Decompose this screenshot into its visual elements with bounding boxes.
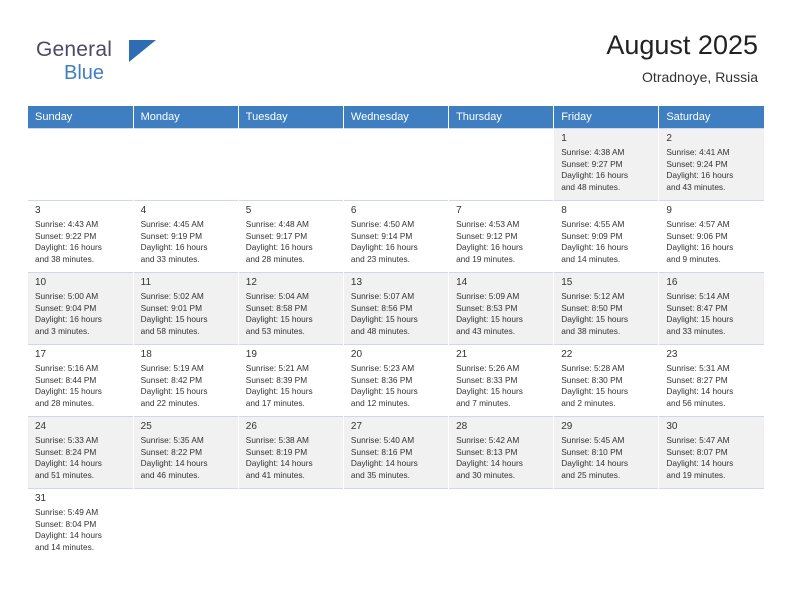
day-info-line: Daylight: 16 hours <box>140 242 208 253</box>
day-info-line: Sunset: 9:14 PM <box>350 230 413 241</box>
day-info-line: Sunrise: 5:42 AM <box>456 435 520 445</box>
day-info-line: and 56 minutes. <box>666 397 726 408</box>
day-info-line: Sunset: 9:12 PM <box>456 230 518 241</box>
calendar-day-cell[interactable] <box>554 129 659 201</box>
day-info-line: Daylight: 15 hours <box>245 314 313 325</box>
calendar-week-row <box>28 489 764 561</box>
calendar-cell-empty <box>238 129 343 201</box>
day-info-line: Sunset: 9:17 PM <box>245 230 308 241</box>
calendar-cell-empty <box>133 129 238 201</box>
day-info-line: Sunrise: 5:02 AM <box>140 291 204 301</box>
calendar-week-row <box>28 273 764 345</box>
day-info-line: Sunset: 9:24 PM <box>666 158 728 169</box>
day-info-line: and 2 minutes. <box>561 397 616 408</box>
day-sun-info <box>561 435 653 481</box>
day-sun-info <box>561 219 653 265</box>
calendar-day-cell[interactable] <box>554 345 659 417</box>
day-info-line: Sunrise: 5:23 AM <box>350 363 415 373</box>
calendar-day-cell[interactable] <box>28 201 133 273</box>
day-info-line: Daylight: 15 hours <box>350 386 418 397</box>
day-info-line: Daylight: 15 hours <box>561 386 629 397</box>
day-info-line: Sunrise: 5:33 AM <box>35 435 99 445</box>
day-info-line: Daylight: 15 hours <box>456 386 523 397</box>
day-number: 13 <box>350 277 363 288</box>
day-info-line: Sunrise: 5:19 AM <box>140 363 204 373</box>
day-info-line: Sunset: 8:42 PM <box>140 374 202 385</box>
day-info-line: Daylight: 16 hours <box>35 242 102 253</box>
day-info-line: Daylight: 16 hours <box>35 314 102 325</box>
calendar-day-cell[interactable] <box>343 273 448 345</box>
day-info-line: and 7 minutes. <box>456 397 511 408</box>
calendar-day-cell[interactable] <box>449 273 554 345</box>
day-sun-info <box>246 291 338 337</box>
day-info-line: Sunset: 8:39 PM <box>245 374 308 385</box>
day-sun-info <box>35 363 128 409</box>
logo-blue-text: Blue <box>64 62 105 84</box>
calendar-week-row <box>28 129 764 201</box>
day-number: 6 <box>350 205 357 216</box>
day-sun-info <box>141 435 233 481</box>
day-info-line: and 41 minutes. <box>245 469 305 480</box>
day-info-line: and 19 minutes. <box>666 469 726 480</box>
day-number: 18 <box>140 349 152 360</box>
day-sun-info <box>141 219 233 265</box>
day-info-line: and 33 minutes. <box>666 325 726 336</box>
day-info-line: Sunrise: 5:28 AM <box>561 363 625 373</box>
day-number: 5 <box>245 205 252 216</box>
day-info-line: and 46 minutes. <box>140 469 200 480</box>
day-number: 7 <box>456 205 462 216</box>
day-info-line: Sunrise: 4:50 AM <box>350 219 415 229</box>
day-info-line: Sunset: 9:22 PM <box>35 230 97 241</box>
day-info-line: Sunrise: 4:45 AM <box>140 219 204 229</box>
day-info-line: and 19 minutes. <box>456 253 516 264</box>
day-info-line: Sunrise: 4:38 AM <box>561 147 625 157</box>
day-info-line: Sunset: 8:56 PM <box>350 302 413 313</box>
day-info-line: and 14 minutes. <box>561 253 621 264</box>
weekday-header-wednesday: Wednesday <box>343 106 448 129</box>
day-sun-info <box>351 219 443 265</box>
calendar-day-cell[interactable] <box>659 129 764 201</box>
day-info-line: Daylight: 15 hours <box>35 386 102 397</box>
day-info-line: Sunset: 8:30 PM <box>561 374 623 385</box>
day-info-line: and 48 minutes. <box>561 181 621 192</box>
day-number: 28 <box>456 421 468 432</box>
day-info-line: Sunrise: 5:35 AM <box>140 435 204 445</box>
day-info-line: Daylight: 14 hours <box>561 458 629 469</box>
day-sun-info <box>666 147 759 193</box>
calendar-body <box>28 129 764 561</box>
day-number: 15 <box>561 277 573 288</box>
sunrise-sunset-calendar <box>28 106 764 561</box>
calendar-day-cell[interactable] <box>554 273 659 345</box>
day-info-line: Sunset: 8:36 PM <box>350 374 413 385</box>
day-sun-info <box>666 435 759 481</box>
day-info-line: Sunrise: 5:14 AM <box>666 291 730 301</box>
day-info-line: Sunrise: 5:26 AM <box>456 363 520 373</box>
calendar-week-row <box>28 201 764 273</box>
day-info-line: Sunset: 8:44 PM <box>35 374 97 385</box>
day-sun-info <box>456 435 548 481</box>
calendar-day-cell[interactable] <box>659 417 764 489</box>
calendar-cell-empty <box>449 129 554 201</box>
calendar-day-cell[interactable] <box>343 345 448 417</box>
day-sun-info <box>561 363 653 409</box>
calendar-day-cell[interactable] <box>449 417 554 489</box>
day-info-line: Daylight: 15 hours <box>350 314 418 325</box>
day-number: 20 <box>350 349 363 360</box>
day-info-line: and 12 minutes. <box>350 397 410 408</box>
day-sun-info <box>351 435 443 481</box>
day-info-line: Daylight: 16 hours <box>245 242 313 253</box>
day-number: 9 <box>666 205 672 216</box>
calendar-day-cell[interactable] <box>133 201 238 273</box>
day-number: 27 <box>350 421 363 432</box>
day-info-line: Sunrise: 5:04 AM <box>245 291 309 301</box>
day-info-line: Sunrise: 5:31 AM <box>666 363 730 373</box>
calendar-cell-empty <box>133 489 238 561</box>
day-sun-info <box>561 291 653 337</box>
day-sun-info <box>666 219 759 265</box>
day-info-line: Sunset: 9:06 PM <box>666 230 728 241</box>
day-info-line: and 14 minutes. <box>35 541 95 552</box>
day-sun-info <box>35 219 128 265</box>
day-info-line: Sunset: 9:19 PM <box>140 230 202 241</box>
day-number: 30 <box>666 421 678 432</box>
title-block <box>606 28 758 88</box>
calendar-week-row <box>28 417 764 489</box>
weekday-header-tuesday: Tuesday <box>238 106 343 129</box>
flag-icon <box>129 40 156 62</box>
weekday-header-sunday: Sunday <box>28 106 133 129</box>
day-number: 31 <box>35 493 47 504</box>
calendar-day-cell[interactable] <box>554 201 659 273</box>
calendar-day-cell[interactable] <box>28 489 133 561</box>
day-sun-info <box>141 291 233 337</box>
day-info-line: Daylight: 14 hours <box>35 530 102 541</box>
day-info-line: Daylight: 15 hours <box>245 386 313 397</box>
day-number: 29 <box>561 421 573 432</box>
calendar-day-cell[interactable] <box>343 417 448 489</box>
day-info-line: Sunset: 8:04 PM <box>35 518 97 529</box>
day-sun-info <box>561 147 653 193</box>
day-info-line: and 23 minutes. <box>350 253 410 264</box>
day-info-line: Sunrise: 5:45 AM <box>561 435 625 445</box>
day-info-line: and 33 minutes. <box>140 253 200 264</box>
calendar-day-cell[interactable] <box>238 201 343 273</box>
day-sun-info <box>351 291 443 337</box>
day-number: 26 <box>245 421 257 432</box>
day-sun-info <box>351 363 443 409</box>
calendar-day-cell[interactable] <box>28 273 133 345</box>
day-sun-info <box>666 291 759 337</box>
day-info-line: Sunset: 9:04 PM <box>35 302 97 313</box>
day-info-line: Sunrise: 5:40 AM <box>350 435 415 445</box>
day-info-line: and 43 minutes. <box>456 325 516 336</box>
day-info-line: Sunset: 8:22 PM <box>140 446 202 457</box>
day-info-line: Sunset: 8:19 PM <box>245 446 308 457</box>
day-info-line: Sunset: 8:13 PM <box>456 446 518 457</box>
day-number: 21 <box>456 349 468 360</box>
day-sun-info <box>666 363 759 409</box>
day-number: 22 <box>561 349 573 360</box>
day-number: 1 <box>561 133 567 144</box>
day-info-line: and 22 minutes. <box>140 397 200 408</box>
day-number: 3 <box>35 205 41 216</box>
day-number: 8 <box>561 205 567 216</box>
day-info-line: Daylight: 15 hours <box>456 314 523 325</box>
day-info-line: Daylight: 16 hours <box>561 242 629 253</box>
day-info-line: Sunrise: 5:49 AM <box>35 507 99 517</box>
day-info-line: Sunset: 8:07 PM <box>666 446 728 457</box>
page-title: August 2025 <box>606 30 758 60</box>
day-info-line: Sunrise: 4:41 AM <box>666 147 730 157</box>
calendar-day-cell[interactable] <box>449 345 554 417</box>
day-info-line: Sunrise: 4:57 AM <box>666 219 730 229</box>
calendar-day-cell[interactable] <box>28 417 133 489</box>
day-info-line: and 38 minutes. <box>561 325 621 336</box>
day-info-line: Daylight: 15 hours <box>140 386 208 397</box>
day-info-line: Daylight: 14 hours <box>140 458 208 469</box>
calendar-day-cell[interactable] <box>659 345 764 417</box>
day-info-line: Sunrise: 4:48 AM <box>245 219 309 229</box>
day-info-line: Sunrise: 5:16 AM <box>35 363 99 373</box>
day-info-line: Daylight: 16 hours <box>350 242 418 253</box>
page-header <box>34 28 758 100</box>
day-number: 17 <box>35 349 47 360</box>
day-info-line: Daylight: 14 hours <box>666 458 734 469</box>
day-info-line: Sunset: 9:27 PM <box>561 158 623 169</box>
day-number: 4 <box>140 205 147 216</box>
logo-general-text: General <box>36 38 113 61</box>
day-number: 11 <box>140 277 152 288</box>
calendar-day-cell[interactable] <box>133 273 238 345</box>
day-info-line: and 28 minutes. <box>35 397 95 408</box>
day-info-line: Daylight: 15 hours <box>140 314 208 325</box>
calendar-day-cell[interactable] <box>238 273 343 345</box>
day-info-line: and 3 minutes. <box>35 325 90 336</box>
day-info-line: Daylight: 15 hours <box>561 314 629 325</box>
day-info-line: Sunset: 8:33 PM <box>456 374 518 385</box>
day-info-line: and 17 minutes. <box>245 397 305 408</box>
day-info-line: Daylight: 16 hours <box>456 242 523 253</box>
day-info-line: Daylight: 14 hours <box>35 458 102 469</box>
day-sun-info <box>246 363 338 409</box>
day-info-line: Sunrise: 5:21 AM <box>245 363 309 373</box>
day-info-line: Sunset: 8:47 PM <box>666 302 728 313</box>
calendar-day-cell[interactable] <box>554 417 659 489</box>
calendar-day-cell[interactable] <box>343 201 448 273</box>
day-info-line: and 58 minutes. <box>140 325 200 336</box>
day-info-line: Sunset: 8:58 PM <box>245 302 308 313</box>
day-info-line: Sunset: 8:27 PM <box>666 374 728 385</box>
weekday-header-friday: Friday <box>554 106 659 129</box>
day-sun-info <box>141 363 233 409</box>
day-info-line: Sunset: 8:16 PM <box>350 446 413 457</box>
day-info-line: Daylight: 14 hours <box>245 458 313 469</box>
day-info-line: Daylight: 14 hours <box>456 458 523 469</box>
day-sun-info <box>456 219 548 265</box>
day-info-line: and 51 minutes. <box>35 469 95 480</box>
weekday-header-saturday: Saturday <box>659 106 764 129</box>
day-info-line: and 9 minutes. <box>666 253 721 264</box>
day-info-line: Daylight: 14 hours <box>666 386 734 397</box>
weekday-header-row <box>28 106 764 129</box>
day-info-line: Sunrise: 5:12 AM <box>561 291 625 301</box>
calendar-cell-empty <box>343 489 448 561</box>
day-sun-info <box>246 219 338 265</box>
calendar-day-cell[interactable] <box>659 273 764 345</box>
day-sun-info <box>35 291 128 337</box>
day-info-line: and 43 minutes. <box>666 181 726 192</box>
day-info-line: Sunrise: 5:00 AM <box>35 291 99 301</box>
day-info-line: and 53 minutes. <box>245 325 305 336</box>
calendar-day-cell[interactable] <box>449 201 554 273</box>
day-info-line: Daylight: 16 hours <box>561 170 629 181</box>
calendar-day-cell[interactable] <box>238 345 343 417</box>
day-info-line: Daylight: 16 hours <box>666 242 734 253</box>
day-info-line: Sunset: 9:09 PM <box>561 230 623 241</box>
calendar-cell-empty <box>659 489 764 561</box>
day-info-line: Sunrise: 4:55 AM <box>561 219 625 229</box>
day-number: 12 <box>245 277 257 288</box>
day-sun-info <box>456 291 548 337</box>
calendar-cell-empty <box>28 129 133 201</box>
day-number: 23 <box>666 349 678 360</box>
calendar-day-cell[interactable] <box>659 201 764 273</box>
calendar-cell-empty <box>343 129 448 201</box>
day-number: 24 <box>35 421 47 432</box>
calendar-day-cell[interactable] <box>238 417 343 489</box>
calendar-cell-empty <box>238 489 343 561</box>
day-number: 16 <box>666 277 678 288</box>
day-info-line: and 25 minutes. <box>561 469 621 480</box>
day-number: 14 <box>456 277 468 288</box>
general-blue-logo <box>36 38 166 90</box>
day-info-line: Daylight: 16 hours <box>666 170 734 181</box>
day-info-line: Sunrise: 4:43 AM <box>35 219 99 229</box>
day-info-line: Sunset: 8:50 PM <box>561 302 623 313</box>
day-info-line: Sunrise: 5:47 AM <box>666 435 730 445</box>
calendar-cell-empty <box>449 489 554 561</box>
calendar-day-cell[interactable] <box>28 345 133 417</box>
day-info-line: and 28 minutes. <box>245 253 305 264</box>
day-number: 2 <box>666 133 672 144</box>
calendar-day-cell[interactable] <box>133 417 238 489</box>
day-info-line: Sunset: 8:53 PM <box>456 302 518 313</box>
day-number: 19 <box>245 349 257 360</box>
day-info-line: Sunrise: 4:53 AM <box>456 219 520 229</box>
day-info-line: Sunset: 8:24 PM <box>35 446 97 457</box>
weekday-header-thursday: Thursday <box>449 106 554 129</box>
day-number: 10 <box>35 277 47 288</box>
day-info-line: Daylight: 15 hours <box>666 314 734 325</box>
day-info-line: Sunrise: 5:09 AM <box>456 291 520 301</box>
day-info-line: Sunset: 8:10 PM <box>561 446 623 457</box>
day-info-line: Sunset: 9:01 PM <box>140 302 202 313</box>
day-info-line: and 30 minutes. <box>456 469 516 480</box>
day-number: 25 <box>140 421 152 432</box>
day-sun-info <box>35 507 128 553</box>
calendar-cell-empty <box>554 489 659 561</box>
day-info-line: and 38 minutes. <box>35 253 95 264</box>
day-info-line: and 48 minutes. <box>350 325 410 336</box>
location-label: Otradnoye, Russia <box>642 69 758 85</box>
day-sun-info <box>246 435 338 481</box>
calendar-day-cell[interactable] <box>133 345 238 417</box>
day-info-line: and 35 minutes. <box>350 469 410 480</box>
calendar-week-row <box>28 345 764 417</box>
day-sun-info <box>35 435 128 481</box>
day-info-line: Sunrise: 5:38 AM <box>245 435 309 445</box>
day-info-line: Daylight: 14 hours <box>350 458 418 469</box>
day-info-line: Sunrise: 5:07 AM <box>350 291 415 301</box>
day-sun-info <box>456 363 548 409</box>
weekday-header-monday: Monday <box>133 106 238 129</box>
